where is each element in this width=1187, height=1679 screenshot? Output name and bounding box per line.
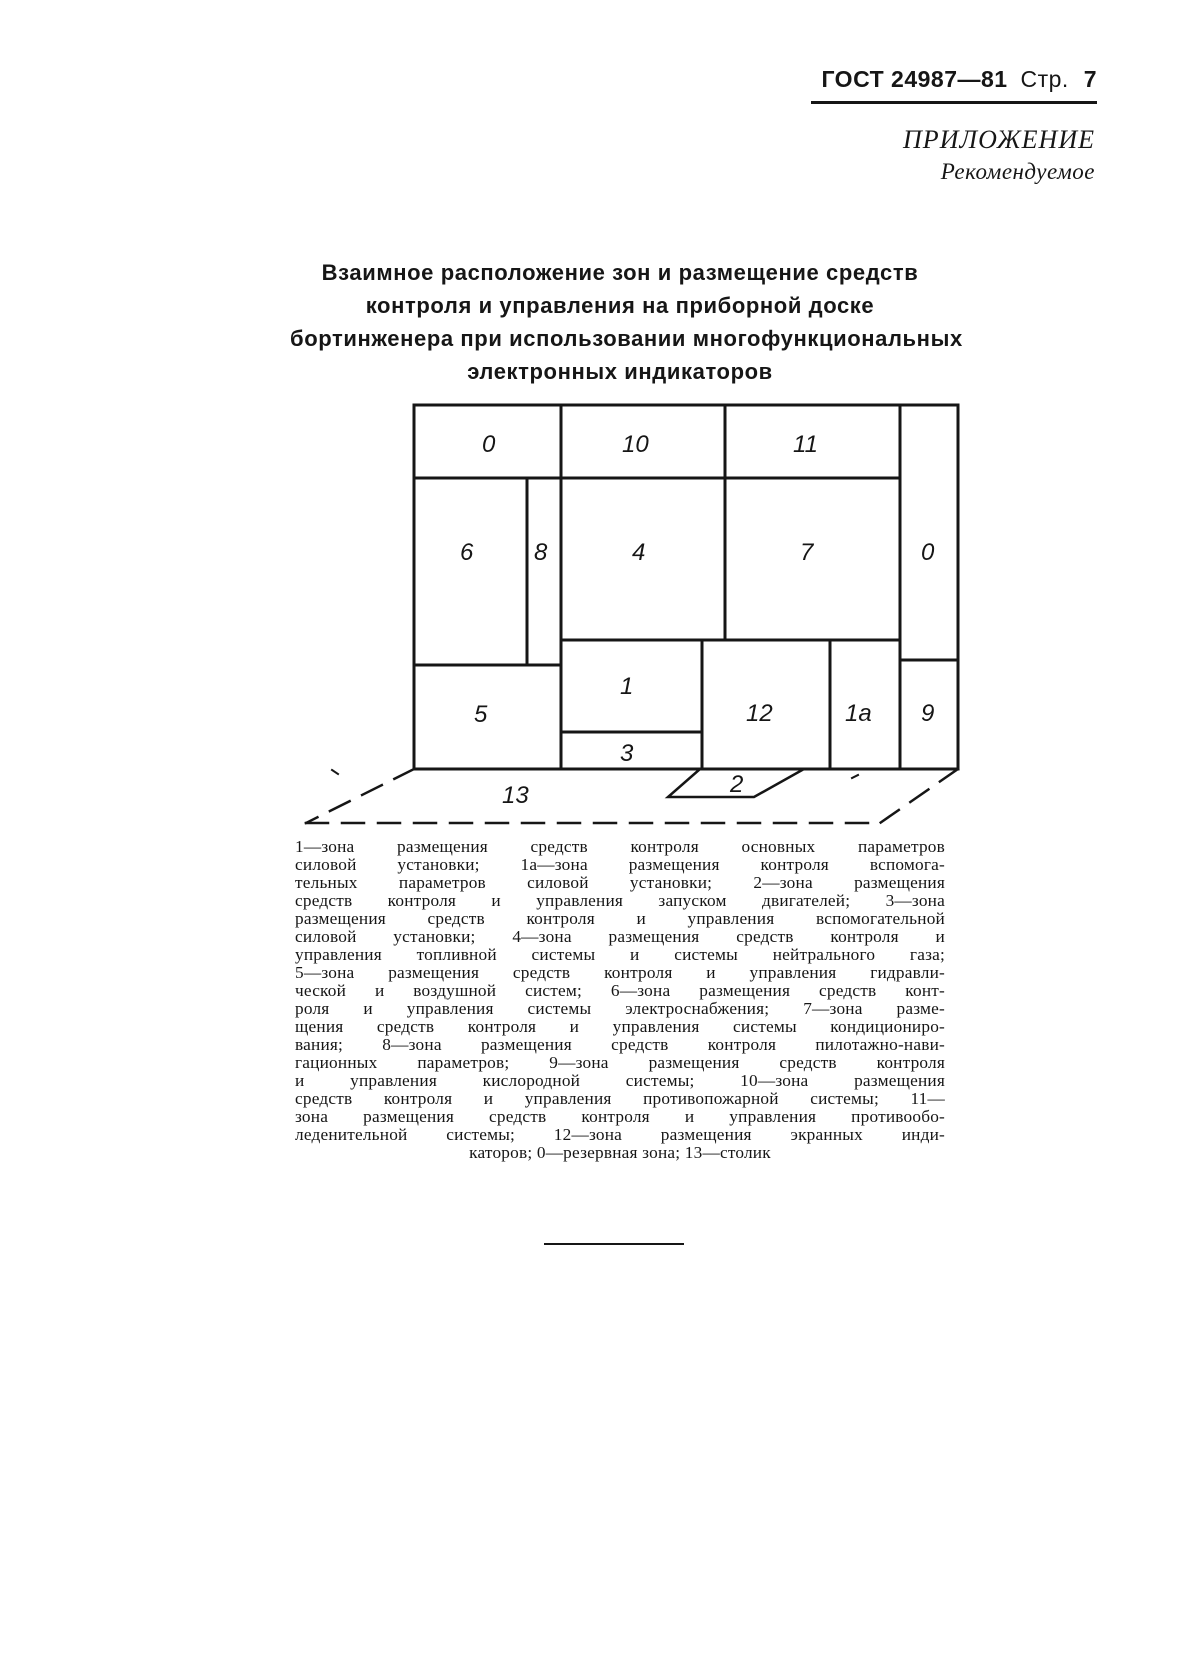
- zone-label-6: 6: [460, 539, 474, 566]
- table-left-edge: [306, 769, 414, 823]
- title-line-3: бортинженера при использовании многофункциональных: [290, 326, 963, 351]
- zone-label-9: 9: [921, 700, 935, 727]
- zone-legend: [295, 838, 945, 1162]
- zone-label-0-top: 0: [482, 431, 496, 458]
- legend-line: ческой и воздушной систем; 6—зона размещения средств конт-: [295, 981, 945, 1000]
- zone-2-outline: [668, 769, 804, 797]
- zone-label-1: 1: [620, 673, 634, 700]
- legend-line: и управления кислородной системы; 10—зона размещения: [295, 1071, 945, 1090]
- legend-line: тельных параметров силовой установки; 2—зона размещения: [295, 873, 945, 892]
- legend-line: управления топливной системы и системы нейтрального газа;: [295, 945, 945, 964]
- zone-label-10: 10: [622, 431, 649, 458]
- zone-label-7: 7: [800, 539, 814, 566]
- table-corner-mark-right: [852, 775, 858, 778]
- legend-line: средств контроля и управления противопожарной системы; 11—: [295, 1089, 945, 1108]
- zone-label-3: 3: [620, 740, 634, 767]
- header-rule: [811, 101, 1097, 104]
- table-corner-mark-left: [332, 770, 338, 774]
- table-right-edge: [880, 769, 958, 823]
- zone-label-5: 5: [474, 701, 488, 728]
- page-header: [797, 66, 1097, 93]
- appendix-label: [903, 124, 1095, 188]
- legend-line: размещения средств контроля и управления вспомогательной: [295, 909, 945, 928]
- appendix-status: Рекомендуемое: [940, 159, 1095, 184]
- title-line-1: Взаимное расположение зон и размещение средств: [321, 260, 919, 285]
- figure-title: [290, 256, 963, 388]
- zone-label-8: 8: [534, 539, 548, 566]
- legend-line: вания; 8—зона размещения средств контроля пилотажно-нави-: [295, 1035, 945, 1054]
- legend-line: зона размещения средств контроля и управления противообо-: [295, 1107, 945, 1126]
- panel-outline: [414, 405, 958, 769]
- zone-label-2: 2: [730, 771, 744, 798]
- zone-label-12: 12: [746, 700, 773, 727]
- legend-line: щения средств контроля и управления системы кондициониро-: [295, 1017, 945, 1036]
- zone-label-4: 4: [632, 539, 646, 566]
- legend-line: силовой установки; 1а—зона размещения контроля вспомога-: [295, 855, 945, 874]
- title-line-4: электронных индикаторов: [467, 359, 773, 384]
- legend-line: средств контроля и управления запуском двигателей; 3—зона: [295, 891, 945, 910]
- legend-line: гационных параметров; 9—зона размещения средств контроля: [295, 1053, 945, 1072]
- legend-line: роля и управления системы электроснабжения; 7—зона разме-: [295, 999, 945, 1018]
- title-line-2: контроля и управления на приборной доске: [365, 293, 875, 318]
- legend-line: 5—зона размещения средств контроля и управления гидравли-: [295, 963, 945, 982]
- zone-label-13: 13: [502, 782, 529, 809]
- standard-number: ГОСТ 24987—81: [821, 66, 1008, 92]
- legend-line: каторов; 0—резервная зона; 13—столик: [469, 1143, 771, 1162]
- zone-label-0-right: 0: [921, 539, 935, 566]
- page-label: Стр.: [1020, 66, 1069, 92]
- appendix-title: ПРИЛОЖЕНИЕ: [903, 125, 1095, 154]
- zone-label-1a: 1a: [845, 700, 872, 727]
- legend-line: 1—зона размещения средств контроля основных параметров: [295, 837, 945, 856]
- zone-label-11: 11: [793, 431, 818, 458]
- page-number: 7: [1083, 66, 1097, 92]
- footer-rule: [544, 1243, 684, 1245]
- legend-line: леденительной системы; 12—зона размещения экранных инди-: [295, 1125, 945, 1144]
- legend-line: силовой установки; 4—зона размещения средств контроля и: [295, 927, 945, 946]
